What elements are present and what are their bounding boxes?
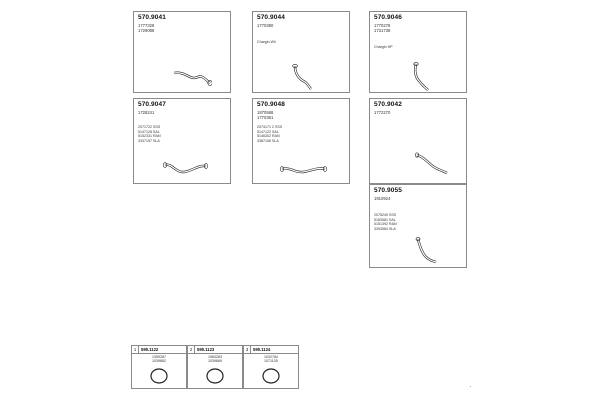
clamp-references <box>152 355 166 363</box>
part-ref: 1731738 <box>374 28 391 33</box>
clamp-index: 2 <box>188 346 195 353</box>
clamp-references <box>264 355 278 363</box>
part-card-570-9047 <box>133 98 231 184</box>
clamp-ref: 1071105 <box>264 359 278 364</box>
clamp-references <box>208 355 222 363</box>
part-notes <box>374 45 393 50</box>
clamp-ring-drawing <box>205 367 225 385</box>
part-notes <box>257 125 282 143</box>
part-card-570-9044 <box>252 11 350 93</box>
part-code: 570.9055 <box>374 187 402 194</box>
part-note: 5183581 SAL <box>374 217 396 222</box>
part-ref: 1772270 <box>374 110 391 115</box>
part-note: 3393564 SLA <box>374 226 396 231</box>
part-references <box>257 23 273 28</box>
part-code: 570.9041 <box>138 14 166 21</box>
part-note: 2075249 SSS <box>374 213 397 217</box>
page-dot-mark <box>470 386 471 387</box>
clamp-header <box>188 346 242 354</box>
part-code: 570.9047 <box>138 101 166 108</box>
clamp-code: 599.1122 <box>141 347 159 352</box>
clamp-header <box>132 346 186 354</box>
part-ref: 1728241 <box>138 110 155 115</box>
part-ref: 1777328 <box>138 23 155 28</box>
clamp-index: 3 <box>244 346 251 353</box>
part-note: 2071722 SSS <box>138 125 161 129</box>
exhaust-pipe-drawing <box>291 62 315 92</box>
clamp-ref: 1032784 <box>264 355 278 359</box>
part-note: 2074171 2 SSS <box>257 125 283 129</box>
part-references <box>257 110 273 120</box>
part-ref: 1729088 <box>138 28 155 33</box>
part-notes <box>138 125 161 143</box>
clamp-card-599-1122 <box>131 345 187 389</box>
part-references <box>374 23 390 33</box>
clamp-ref: 1039862 <box>152 359 166 364</box>
clamp-index: 1 <box>132 346 139 353</box>
clamp-code: 599.1123 <box>197 347 215 352</box>
part-note: Chargin Wil <box>257 40 276 44</box>
part-ref: 1770381 <box>257 115 274 120</box>
part-references <box>138 23 154 33</box>
part-card-570-9046 <box>369 11 467 93</box>
exhaust-pipe-drawing <box>162 159 210 179</box>
part-note: 3387106 SLA <box>257 138 279 143</box>
part-notes <box>257 40 276 45</box>
clamp-ring-drawing <box>261 367 281 385</box>
part-note: 3337157 SLA <box>138 138 160 143</box>
part-notes <box>374 213 397 231</box>
part-ref: 1910924 <box>374 196 391 201</box>
exhaust-pipe-drawing <box>408 60 432 94</box>
exhaust-pipe-drawing <box>414 235 440 265</box>
part-note: 5147128 SAL <box>138 129 160 134</box>
part-note: 5152331 RAN <box>138 134 161 139</box>
part-code: 570.9042 <box>374 101 402 108</box>
clamp-code: 599.1124 <box>253 347 271 352</box>
clamp-card-599-1124 <box>243 345 299 389</box>
part-references <box>374 110 390 115</box>
clamp-header <box>244 346 298 354</box>
part-note: Chargin HP <box>374 45 393 49</box>
part-note: 5151392 RAN <box>374 222 397 227</box>
part-card-570-9042 <box>369 98 467 184</box>
clamp-card-599-1123 <box>187 345 243 389</box>
part-card-570-9048 <box>252 98 350 184</box>
exhaust-pipe-drawing <box>279 161 329 179</box>
part-note: 5147122 SAL <box>257 129 279 134</box>
clamp-ref: 1983283 <box>208 355 222 359</box>
part-note: 5146302 RAN <box>257 134 280 139</box>
part-ref: 1770380 <box>257 23 274 28</box>
clamp-ring-drawing <box>149 367 169 385</box>
part-code: 570.9046 <box>374 14 402 21</box>
part-ref: 1770278 <box>374 23 391 28</box>
part-card-570-9055 <box>369 184 467 268</box>
part-references <box>138 110 154 115</box>
exhaust-pipe-drawing <box>414 149 450 177</box>
part-card-570-9041 <box>133 11 231 93</box>
part-references <box>374 196 390 201</box>
part-code: 570.9048 <box>257 101 285 108</box>
part-code: 570.9044 <box>257 14 285 21</box>
clamp-ref: 1039869 <box>208 359 222 364</box>
part-ref: 1870588 <box>257 110 274 115</box>
exhaust-pipe-drawing <box>172 67 212 89</box>
clamp-ref: 1359287 <box>152 355 166 359</box>
